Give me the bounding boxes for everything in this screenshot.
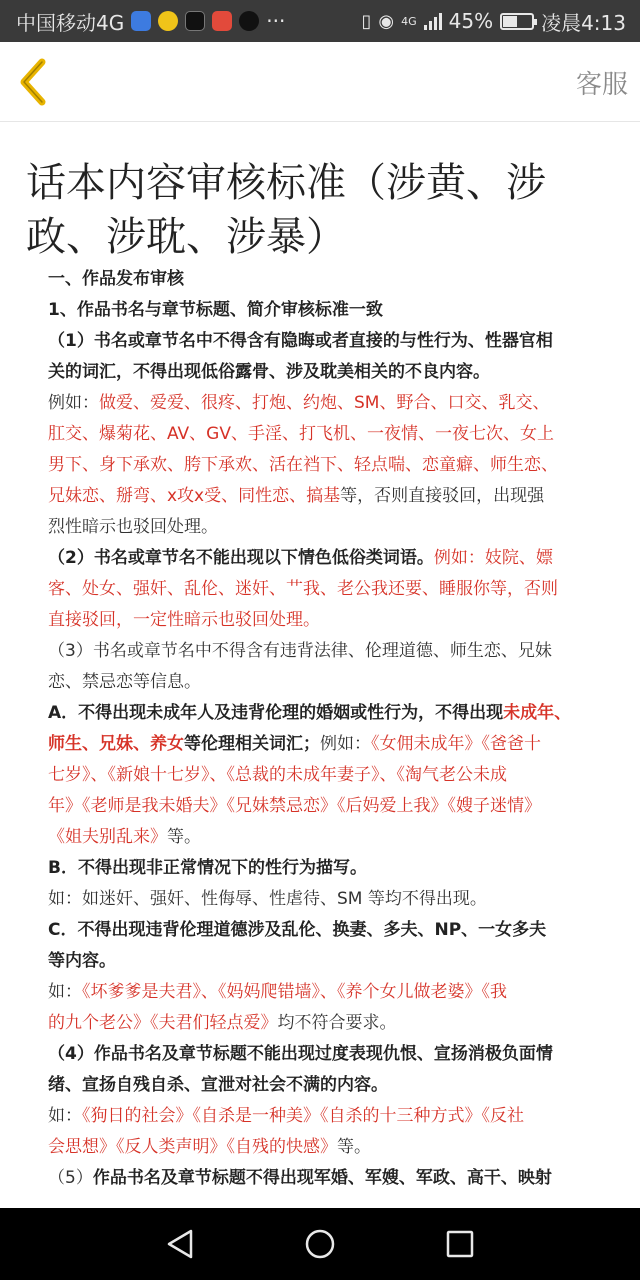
notification-app-icon [185, 11, 205, 31]
keyword-list: 肛交、爆菊花、AV、GV、手淫、打飞机、一夜情、一夜七次、女上 [48, 424, 554, 444]
paragraph-line [48, 1008, 596, 1039]
title-list: 七岁》、《新娘十七岁》、《总裁的未成年妻子》、《淘气老公未成 [48, 765, 507, 785]
example-label: 例如： [320, 734, 371, 754]
status-left [16, 7, 285, 36]
plain-text: 等，否则直接驳回，出现强 [340, 486, 545, 506]
rule-heading: 等内容。 [48, 951, 116, 971]
keyword-list: 做爱、爱爱、很疼、打炮、约炮、SM、野合、口交、乳交、 [99, 393, 550, 413]
paragraph-line [48, 822, 596, 853]
page-title: 话本内容审核标准（涉黄、涉政、涉耽、涉暴） [26, 160, 546, 260]
keyword-list: 未成年、 [503, 703, 572, 723]
paragraph-line [48, 481, 596, 512]
chevron-left-icon [14, 54, 54, 110]
clock: 凌晨4:13 [541, 10, 626, 35]
keyword-list: 男下、身下承欢、胯下承欢、活在裆下、轻点喘、恋童癖、师生恋、 [48, 455, 558, 475]
network-type: 4G [401, 14, 417, 28]
section-heading: 一、作品发布审核 [48, 269, 184, 289]
more-notifications: ··· [266, 9, 286, 33]
nav-bar [0, 42, 640, 122]
rule-heading: （4）作品书名及章节标题不能出现过度表现仇恨、宣扬消极负面情 [48, 1044, 553, 1064]
square-recents-icon [445, 1229, 475, 1259]
bold-text: 作品书名及章节标题不得出现军婚、军嫂、军政、高干、映射 [92, 1168, 552, 1188]
rule-heading: B．不得出现非正常情况下的性行为描写。 [48, 858, 367, 878]
paragraph-line: （3）书名或章节名中不得含有违背法律、伦理道德、师生恋、兄妹 [48, 641, 552, 661]
plain-text: （5） [48, 1168, 93, 1188]
bulb-app-icon [158, 11, 178, 31]
carrier-label: 中国移动4G [16, 10, 125, 35]
customer-service-link[interactable]: 客服 [575, 70, 628, 100]
paragraph-line: 恋、禁忌恋等信息。 [48, 672, 201, 692]
title-list: 《女佣未成年》《爸爸十 [371, 734, 541, 754]
back-button[interactable] [14, 54, 54, 110]
plain-text: 等。 [337, 1137, 371, 1157]
plain-text: 等。 [167, 827, 201, 847]
example-label: 如： [48, 1106, 82, 1126]
title-list: 的九个老公》《夫君们轻点爱》 [48, 1013, 278, 1033]
plain-text: 均不符合要求。 [277, 1013, 397, 1033]
paragraph-line [48, 1132, 596, 1163]
signal-icon [424, 12, 442, 30]
title-list: 会思想》《反人类声明》《自残的快感》 [48, 1137, 337, 1157]
paragraph-line [48, 388, 596, 419]
title-list: 《狗日的社会》《自杀是一种美》《自杀的十三种方式》《反社 [82, 1106, 524, 1126]
rule-heading: C．不得出现违背伦理道德涉及乱伦、换妻、多夫、NP、一女多夫 [48, 920, 547, 940]
paragraph-line: （1）书名或章节名中不得含有隐晦或者直接的与性行为、性器官相 [48, 331, 553, 351]
system-recents-button[interactable] [440, 1224, 480, 1264]
paragraph-line [48, 698, 596, 729]
status-bar [0, 0, 640, 42]
vibrate-icon: ▯ [361, 10, 372, 32]
tiktok-icon [239, 11, 259, 31]
example-label: 例如： [48, 393, 99, 413]
system-navigation-bar [0, 1208, 640, 1280]
title-list: 《坏爹爹是夫君》、《妈妈爬错墙》、《养个女儿做老婆》《我 [82, 982, 507, 1002]
article-body [48, 264, 596, 1194]
keyword-list: 例如：妓院、嫖 [433, 548, 553, 568]
shopping-app-icon [212, 11, 232, 31]
bold-text: （2）书名或章节名不能出现以下情色低俗类词语。 [48, 548, 434, 568]
circle-home-icon [304, 1228, 336, 1260]
system-back-button[interactable] [160, 1224, 200, 1264]
paragraph-line [48, 1163, 596, 1194]
battery-icon [500, 13, 534, 30]
paragraph-line: 如：如迷奸、强奸、性侮辱、性虐待、SM 等均不得出现。 [48, 889, 487, 909]
paragraph-line [48, 977, 596, 1008]
paragraph-line: 烈性暗示也驳回处理。 [48, 517, 218, 537]
keyword-list: 客、处女、强奸、乱伦、迷奸、艹我、老公我还要、睡服你等，否则 [48, 579, 558, 599]
paragraph-line [48, 729, 596, 760]
bold-text: 等伦理相关词汇； [184, 734, 320, 754]
title-list: 《姐夫别乱来》 [48, 827, 167, 847]
keyword-list: 兄妹恋、掰弯、x攻x受、同性恋、搞基 [48, 486, 341, 506]
keyword-list: 直接驳回，一定性暗示也驳回处理。 [48, 610, 320, 630]
battery-percent: 45% [448, 9, 494, 33]
paragraph-line [48, 1101, 596, 1132]
rule-heading: 绪、宣扬自残自杀、宣泄对社会不满的内容。 [48, 1075, 388, 1095]
rule-heading: 1、作品书名与章节标题、简介审核标准一致 [48, 300, 383, 320]
shield-app-icon [131, 11, 151, 31]
title-list: 年》《老师是我未婚夫》《兄妹禁忌恋》《后妈爱上我》《嫂子迷情》 [48, 796, 541, 816]
paragraph-line [48, 543, 596, 574]
paragraph-line: 关的词汇，不得出现低俗露骨、涉及耽美相关的不良内容。 [48, 362, 490, 382]
triangle-back-icon [165, 1228, 195, 1260]
eye-icon: ◉ [378, 10, 395, 32]
status-right [361, 7, 626, 36]
bold-text: A．不得出现未成年人及违背伦理的婚姻或性行为，不得出现 [48, 703, 504, 723]
keyword-list: 师生、兄妹、养女 [48, 734, 184, 754]
example-label: 如： [48, 982, 82, 1002]
article-content[interactable] [0, 122, 640, 1208]
system-home-button[interactable] [300, 1224, 340, 1264]
